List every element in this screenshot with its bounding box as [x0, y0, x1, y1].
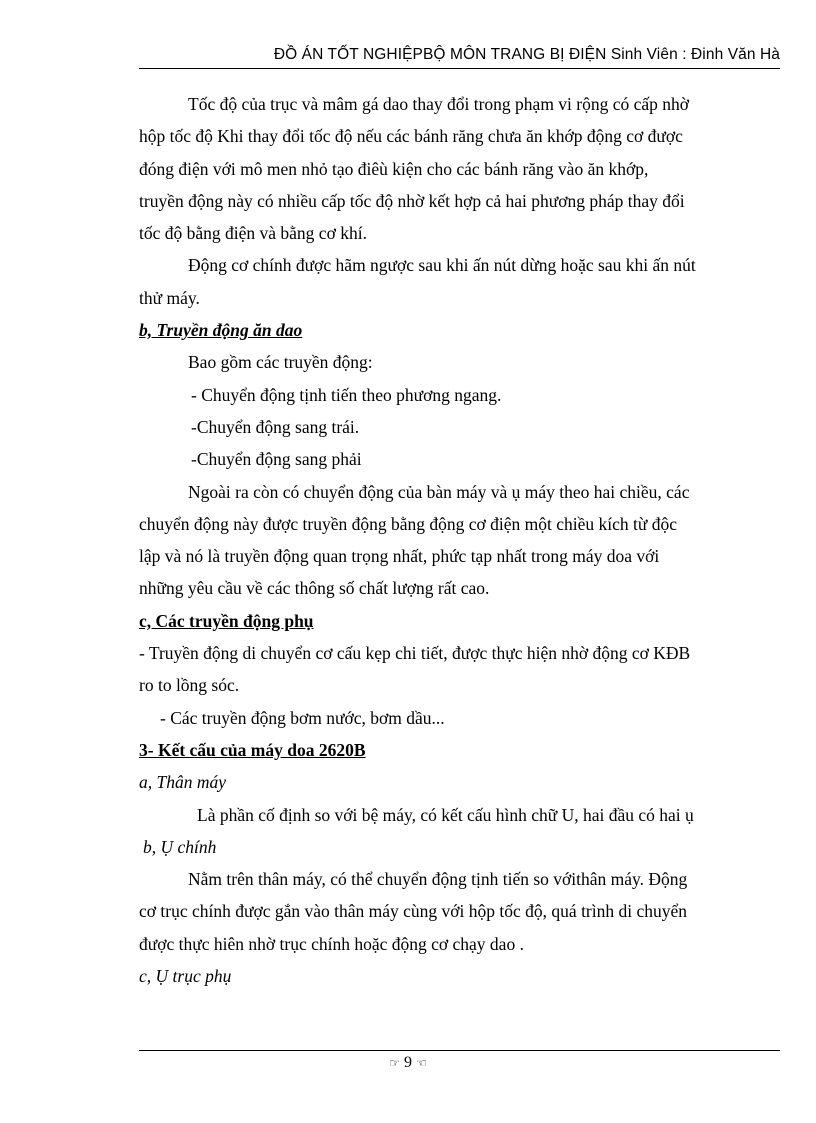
- page-footer: [0, 1053, 816, 1073]
- section-heading-b: b, Truyền động ăn dao: [139, 320, 303, 341]
- paragraph-line: - Truyền động di chuyển cơ cấu kẹp chi tiết, được thực hiện nhờ động cơ KĐB: [139, 643, 691, 664]
- paragraph-line: cơ trục chính được gắn vào thân máy cùng với hộp tốc độ, quá trình di chuyển: [139, 901, 688, 922]
- footer-rule: [139, 1050, 780, 1051]
- page-header: ĐỒ ÁN TỐT NGHIỆPBỘ MÔN TRANG BỊ ĐIỆN Sinh Viên : Đinh Văn Hà: [139, 44, 780, 69]
- subheading-b: b, Ụ chính: [143, 836, 217, 857]
- paragraph-line: Bao gồm các truyền động:: [188, 352, 373, 373]
- paragraph-line: Động cơ chính được hãm ngược sau khi ấn nút dừng hoặc sau khi ấn nút: [188, 255, 696, 276]
- paragraph-line: tốc độ bằng điện và bằng cơ khí.: [139, 223, 367, 244]
- list-item: -Chuyển động sang trái.: [191, 416, 360, 437]
- pointing-hand-left-icon: ☜: [416, 1056, 427, 1070]
- paragraph-line: - Các truyền động bơm nước, bơm dầu...: [160, 707, 445, 728]
- list-item: - Chuyển động tịnh tiến theo phương ngang.: [191, 384, 502, 405]
- paragraph-line: Là phần cố định so với bệ máy, có kết cấu hình chữ U, hai đầu có hai ụ: [197, 804, 694, 825]
- paragraph-line: đóng điện với mô men nhỏ tạo điêù kiện cho các bánh răng vào ăn khớp,: [139, 158, 649, 179]
- page-number: 9: [404, 1054, 412, 1071]
- page-content: [139, 88, 751, 992]
- paragraph-line: chuyển động này được truyền động bằng động cơ điện một chiều kích từ độc: [139, 513, 678, 534]
- paragraph-line: truyền động này có nhiều cấp tốc độ nhờ kết hợp cả hai phương pháp thay đổi: [139, 190, 685, 211]
- section-heading-3: 3- Kết cấu của máy doa 2620B: [139, 739, 366, 760]
- paragraph-line: ro to lồng sóc.: [139, 675, 240, 696]
- paragraph-line: lập và nó là truyền động quan trọng nhất, phức tạp nhất trong máy doa với: [139, 546, 660, 567]
- list-item: -Chuyển động sang phải: [191, 449, 362, 470]
- paragraph-line: thử máy.: [139, 287, 200, 308]
- paragraph-line: những yêu cầu về các thông số chất lượng rất cao.: [139, 578, 490, 599]
- subheading-c: c, Ụ trục phụ: [139, 966, 232, 987]
- section-heading-c: c, Các truyền động phụ: [139, 610, 314, 631]
- pointing-hand-right-icon: ☞: [389, 1056, 400, 1070]
- paragraph-line: hộp tốc độ Khi thay đổi tốc độ nếu các bánh răng chưa ăn khớp động cơ được: [139, 126, 683, 147]
- paragraph-line: Ngoài ra còn có chuyển động của bàn máy và ụ máy theo hai chiều, các: [188, 481, 690, 502]
- subheading-a: a, Thân máy: [139, 772, 227, 793]
- paragraph-line: Nằm trên thân máy, có thể chuyển động tịnh tiến so vớithân máy. Động: [188, 869, 688, 890]
- paragraph-line: được thực hiên nhờ trục chính hoặc động cơ chạy dao .: [139, 933, 524, 954]
- paragraph-line: Tốc độ của trục và mâm gá dao thay đổi trong phạm vi rộng có cấp nhờ: [188, 94, 690, 114]
